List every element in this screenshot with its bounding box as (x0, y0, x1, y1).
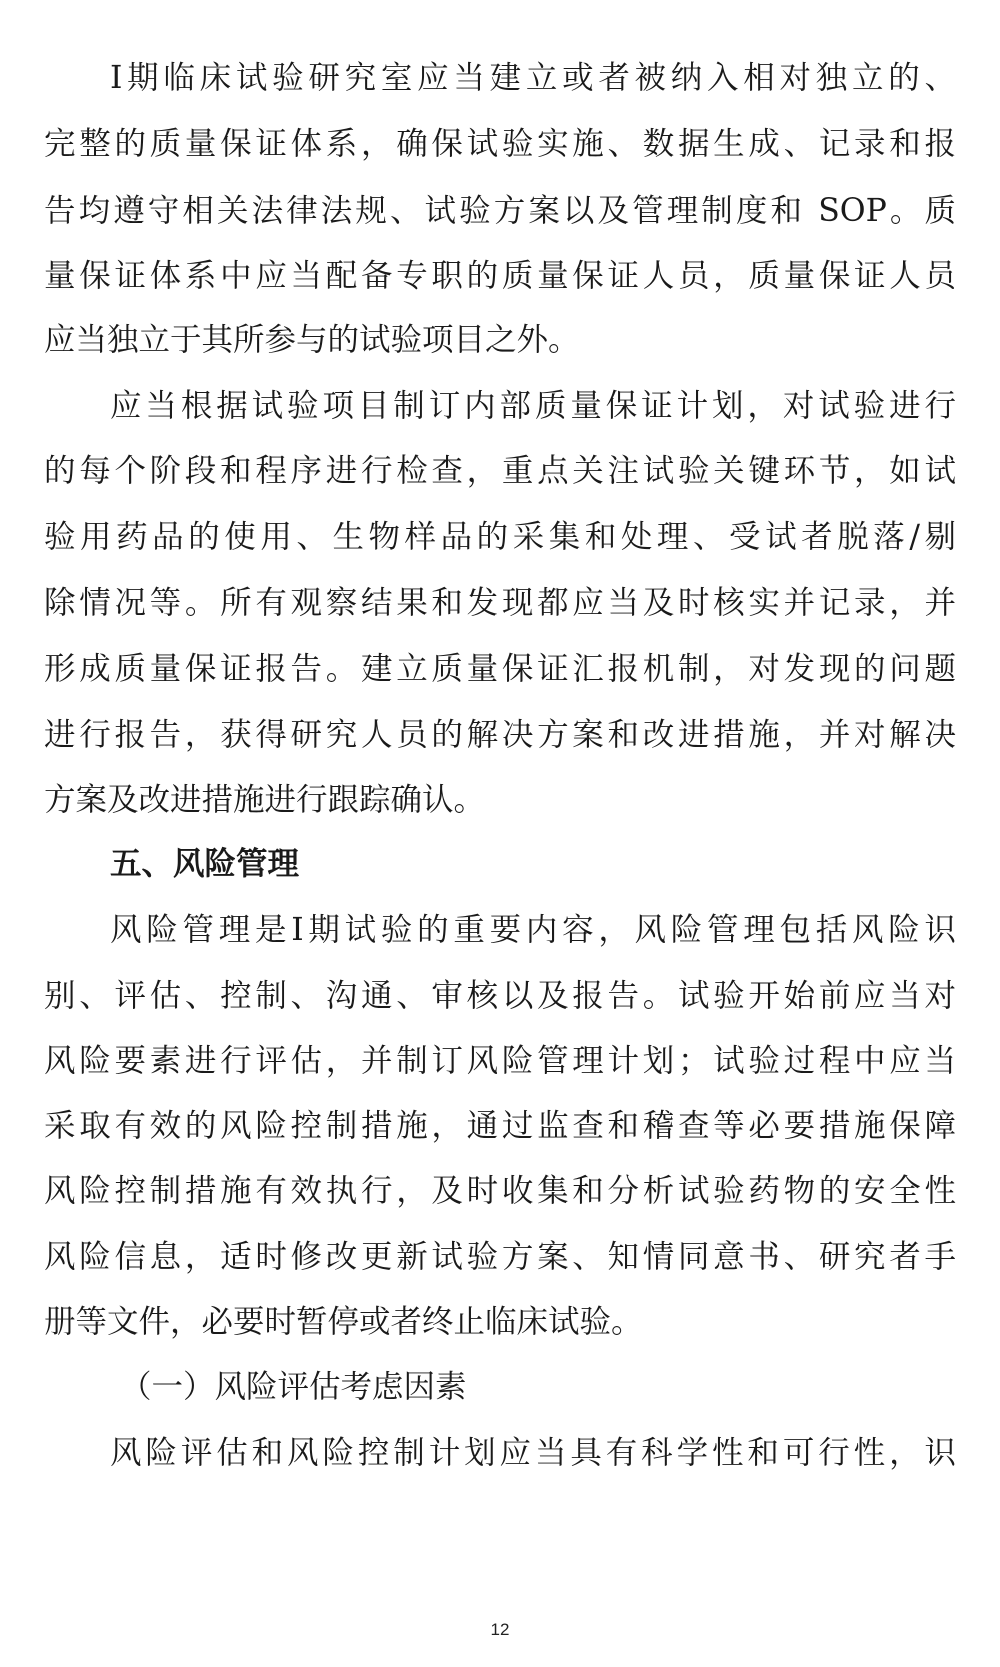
paragraph-1-line-1: I期临床试验研究室应当建立或者被纳入相对独立的、 (110, 60, 956, 96)
paragraph-2-line-6: 进行报告，获得研究人员的解决方案和改进措施，并对解决 (44, 717, 956, 753)
paragraph-2-line-4: 除情况等。所有观察结果和发现都应当及时核实并记录，并 (44, 585, 956, 621)
paragraph-2-line-5: 形成质量保证报告。建立质量保证汇报机制，对发现的问题 (44, 651, 956, 687)
section-heading: 五、风险管理 (110, 846, 300, 882)
paragraph-2-line-3: 验用药品的使用、生物样品的采集和处理、受试者脱落/剔 (44, 519, 956, 555)
paragraph-3-line-5: 风险控制措施有效执行，及时收集和分析试验药物的安全性 (44, 1173, 956, 1209)
paragraph-1-line-5: 应当独立于其所参与的试验项目之外。 (44, 322, 580, 358)
paragraph-3-line-2: 别、评估、控制、沟通、审核以及报告。试验开始前应当对 (44, 978, 956, 1014)
paragraph-3-line-1: 风险管理是I期试验的重要内容，风险管理包括风险识 (110, 912, 956, 948)
paragraph-1-line-4: 量保证体系中应当配备专职的质量保证人员，质量保证人员 (44, 258, 956, 294)
paragraph-4-line-1: 风险评估和风险控制计划应当具有科学性和可行性，识 (110, 1435, 956, 1471)
page-number: 12 (490, 1620, 510, 1639)
paragraph-2-line-2: 的每个阶段和程序进行检查，重点关注试验关键环节，如试 (44, 453, 956, 489)
paragraph-3-line-4: 采取有效的风险控制措施，通过监查和稽查等必要措施保障 (44, 1108, 956, 1144)
paragraph-3-line-7: 册等文件，必要时暂停或者终止临床试验。 (44, 1304, 643, 1340)
paragraph-3-line-3: 风险要素进行评估，并制订风险管理计划；试验过程中应当 (44, 1043, 956, 1079)
paragraph-1-line-3: 告均遵守相关法律法规、试验方案以及管理制度和 SOP。质 (44, 193, 956, 229)
subsection-heading: （一）风险评估考虑因素 (120, 1369, 467, 1405)
paragraph-3-line-6: 风险信息，适时修改更新试验方案、知情同意书、研究者手 (44, 1239, 956, 1275)
paragraph-2-line-1: 应当根据试验项目制订内部质量保证计划，对试验进行 (110, 388, 956, 424)
paragraph-2-line-7: 方案及改进措施进行跟踪确认。 (44, 782, 486, 818)
paragraph-1-line-2: 完整的质量保证体系，确保试验实施、数据生成、记录和报 (44, 126, 956, 162)
